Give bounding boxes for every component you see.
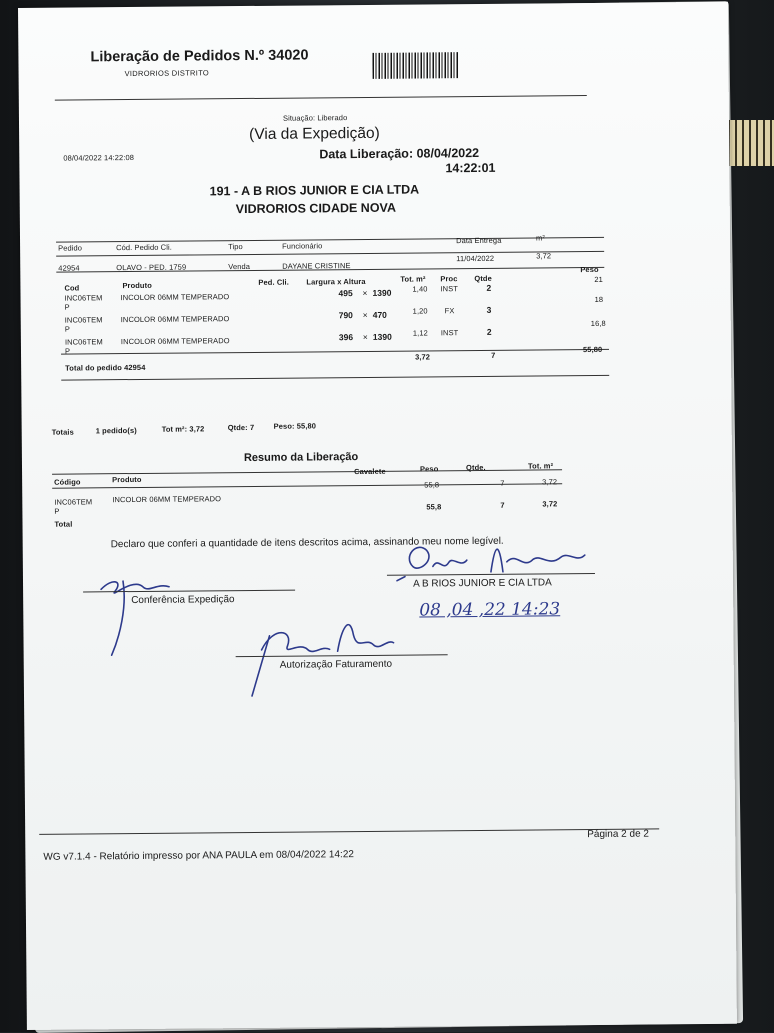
- summary-qtde: 7: [500, 478, 505, 488]
- order-header-data-entrega: Data Entrega: [456, 235, 502, 246]
- totals-pedidos: 1 pedido(s): [95, 425, 137, 436]
- summary-header-rule: [52, 483, 562, 488]
- company-subtitle: VIDRORIOS DISTRITO: [124, 68, 210, 79]
- footer-rule: [39, 828, 659, 834]
- status-text: Situação: Liberado: [282, 113, 348, 123]
- item-produto: INCOLOR 06MM TEMPERADO: [120, 336, 230, 347]
- item-qtde: 2: [486, 282, 492, 293]
- item-produto: INCOLOR 06MM TEMPERADO: [120, 314, 230, 325]
- order-header-m2: m²: [535, 233, 546, 243]
- item-altura: 1390: [372, 287, 392, 298]
- declaration-text: Declaro que conferi a quantidade de itens descritos acima, assinando meu nome legível.: [110, 535, 504, 551]
- order-value-tipo: Venda: [228, 261, 251, 272]
- summary-header-peso: Peso: [419, 464, 439, 474]
- order-header-cod-pedido: Cód. Pedido Cli.: [116, 242, 172, 253]
- barcode-image: [372, 52, 458, 79]
- item-altura: 470: [372, 309, 387, 320]
- item-tot-m2: 1,12: [412, 328, 428, 338]
- document-title: Liberação de Pedidos N.º 34020: [90, 47, 309, 66]
- item-qtde: 3: [486, 304, 492, 315]
- items-header-peso: Peso: [580, 264, 599, 275]
- order-total-qtde: 7: [491, 350, 496, 360]
- item-cod-suffix: P: [64, 346, 71, 356]
- release-date: Data Liberação: 08/04/2022: [319, 145, 480, 162]
- item-cod-suffix: P: [64, 302, 70, 312]
- order-total-peso: 55,80: [582, 344, 603, 355]
- item-times-sign: ×: [362, 287, 368, 299]
- item-qtde: 2: [486, 326, 492, 337]
- items-header-ped-cli: Ped. Cli.: [258, 277, 289, 287]
- item-tot-m2: 1,20: [412, 306, 428, 316]
- item-proc: FX: [444, 306, 455, 316]
- totals-qtde: Qtde: 7: [227, 422, 255, 433]
- totals-peso: Peso: 55,80: [273, 421, 317, 431]
- totals-tot-m2: Tot m²: 3,72: [161, 424, 205, 434]
- order-value-pedido: 42954: [58, 263, 80, 273]
- item-cod: INC06TEM: [64, 293, 103, 303]
- order-value-m2: 3,72: [536, 251, 552, 261]
- summary-total-peso: 55,8: [426, 502, 442, 512]
- order-table-bottom-rule: [61, 375, 609, 381]
- order-total-label: Total do pedido 42954: [65, 362, 146, 373]
- summary-total-m2: 3,72: [542, 499, 558, 509]
- order-total-m2: 3,72: [415, 352, 431, 362]
- summary-header-codigo: Código: [54, 477, 81, 487]
- document-page: [18, 2, 737, 1030]
- item-largura: 790: [338, 310, 353, 321]
- items-header-proc: Proc: [440, 274, 458, 284]
- item-peso: 21: [594, 274, 603, 284]
- order-value-data-entrega: 11/04/2022: [456, 253, 495, 264]
- item-cod: INC06TEM: [64, 337, 103, 347]
- item-altura: 1390: [372, 331, 392, 342]
- item-largura: 396: [338, 332, 354, 343]
- order-header-pedido: Pedido: [58, 243, 83, 253]
- order-value-funcionario: DAYANE CRISTINE: [282, 261, 351, 271]
- item-largura: 495: [338, 288, 353, 299]
- header-divider: [55, 95, 587, 101]
- signature-label-expedicao: Conferência Expedição: [131, 594, 235, 607]
- item-produto: INCOLOR 06MM TEMPERADO: [120, 292, 230, 303]
- signature-label-faturamento: Autorização Faturamento: [279, 658, 393, 671]
- summary-codigo: INC06TEM: [54, 497, 93, 507]
- item-peso: 18: [594, 294, 604, 304]
- summary-header-produto: Produto: [112, 474, 142, 485]
- summary-peso: 55,8: [424, 480, 440, 490]
- order-value-cod-pedido: OLAVO - PED. 1759: [116, 262, 187, 273]
- items-header-tot-m2: Tot. m²: [400, 274, 426, 284]
- summary-produto: INCOLOR 06MM TEMPERADO: [112, 494, 222, 505]
- summary-tot-m2: 3,72: [542, 477, 558, 487]
- summary-total-qtde: 7: [500, 500, 505, 510]
- summary-header-cavalete: Cavalete: [354, 466, 386, 477]
- items-total-rule: [61, 346, 609, 356]
- signature-faturamento: [233, 605, 404, 698]
- item-tot-m2: 1,40: [412, 284, 428, 294]
- item-times-sign: ×: [362, 331, 368, 343]
- items-header-qtde: Qtde: [474, 273, 492, 284]
- order-header-funcionario: Funcionário: [282, 241, 323, 251]
- items-header-cod: Cod: [64, 283, 80, 293]
- item-proc: INST: [440, 328, 459, 338]
- item-cod: INC06TEM: [64, 315, 103, 325]
- handwritten-date: 08 ,04 ,22 14:23: [419, 599, 561, 621]
- release-time: 14:22:01: [445, 160, 496, 176]
- item-peso: 16,8: [590, 318, 606, 329]
- store-name: VIDRORIOS CIDADE NOVA: [235, 200, 397, 217]
- client-name: 191 - A B RIOS JUNIOR E CIA LTDA: [209, 182, 420, 199]
- footer-printed-by: WG v7.1.4 - Relatório impresso por ANA PAULA em 08/04/2022 14:22: [43, 849, 354, 863]
- item-proc: INST: [440, 284, 458, 294]
- item-cod-suffix: P: [64, 324, 70, 334]
- printed-timestamp: 08/04/2022 14:22:08: [63, 152, 135, 163]
- summary-title: Resumo da Liberação: [243, 451, 359, 465]
- signature-label-cliente: A B RIOS JUNIOR E CIA LTDA: [412, 577, 552, 590]
- summary-codigo-suffix: P: [54, 506, 60, 516]
- items-header-produto: Produto: [122, 280, 152, 291]
- item-times-sign: ×: [362, 309, 368, 321]
- summary-header-qtde: Qtde.: [465, 462, 486, 473]
- summary-header-tot-m2: Tot. m²: [527, 461, 554, 471]
- order-header-tipo: Tipo: [228, 242, 243, 252]
- items-header-largura-altura: Largura x Altura: [306, 276, 366, 287]
- footer-page-number: Página 2 de 2: [587, 828, 649, 841]
- summary-total-label: Total: [54, 519, 73, 529]
- totals-label: Totais: [51, 427, 74, 437]
- via-title: (Via da Expedição): [249, 124, 380, 143]
